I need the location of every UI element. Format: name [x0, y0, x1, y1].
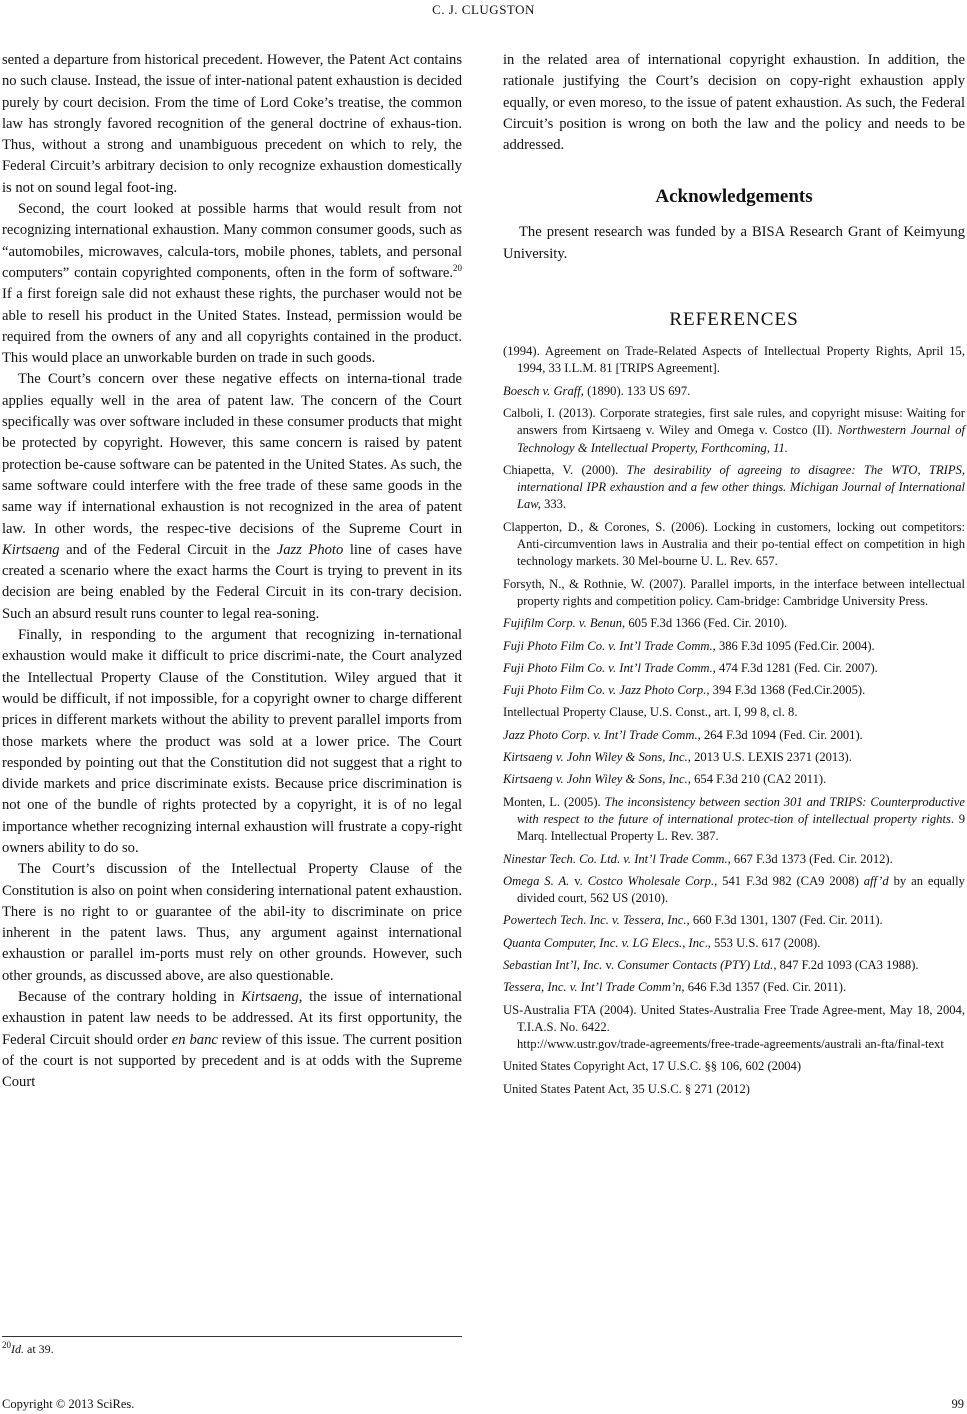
reference-item: Intellectual Property Clause, U.S. Const., art. I, 99 8, cl. 8.	[503, 705, 798, 720]
paragraph-2: Second, the court looked at possible harms that would result from not recognizing international exhaustion. Many common consumer goods, such as “automobiles, microwaves, calcula-tors, mobile phones, tablets, and personal computers” contain copyrighted components, often in the form of software.$^{20}$ If a first foreign sale did not exhaust these rights, the purchaser would not be able to resell his product in the United States. Instead, permission would be required from the owners of any and all copyrights contained in the product. This would place an unworkable burden on trade in such goods.	[2, 201, 462, 367]
copyright-notice: Copyright © 2013 SciRes.	[2, 1397, 135, 1411]
paragraph-continued: in the related area of international copyright exhaustion. In addition, the rationale justifying the Court’s decision on copy-right exhaustion apply equally, or even moreso, to the issue of patent exhaustion. As such, the Federal Circuit’s position is wrong on both the law and the policy and needs to be addressed.	[503, 52, 965, 154]
paragraph-5: The Court’s discussion of the Intellectual Property Clause of the Constitution is also on point when considering international patent exhaustion. There is no right to or guarantee of the abil-ity to discriminate on price inherent in the patent laws. Thus, any argument against international exhaustion or parallel im-ports must rely on other grounds. However, such other grounds, as discussed above, are also questionable.	[2, 861, 462, 984]
reference-item: Forsyth, N., & Rothnie, W. (2007). Parallel imports, in the interface between intellectual property rights and competition policy. Cam-bridge: Cambridge University Press.	[503, 576, 965, 608]
reference-item: (1994). Agreement on Trade-Related Aspects of Intellectual Property Rights, April 15, 1994, 33 I.L.M. 81 [TRIPS Agreement].	[503, 344, 965, 376]
reference-item: Powertech Tech. Inc. v. Tessera, Inc., 660 F.3d 1301, 1307 (Fed. Cir. 2011).	[503, 913, 883, 928]
reference-item: Quanta Computer, Inc. v. LG Elecs., Inc., 553 U.S. 617 (2008).	[503, 935, 821, 950]
reference-item: Fuji Photo Film Co. v. Int’l Trade Comm., 474 F.3d 1281 (Fed. Cir. 2007).	[503, 660, 878, 675]
reference-item: Tessera, Inc. v. Int’l Trade Comm’n, 646 F.3d 1357 (Fed. Cir. 2011).	[503, 980, 847, 995]
reference-item: US-Australia FTA (2004). United States-Australia Free Trade Agree-ment, May 18, 2004, T.I.A.S. No. 6422. http://www.ustr.gov/trade-agreements/free-trade-agreements/australi an-fta/final-text	[503, 1002, 965, 1054]
acknowledgements-text: The present research was funded by a BISA Research Grant of Keimyung University.	[503, 224, 965, 262]
reference-item: Ninestar Tech. Co. Ltd. v. Int’l Trade Comm., 667 F.3d 1373 (Fed. Cir. 2012).	[503, 851, 893, 866]
right-column	[503, 50, 965, 1103]
paragraph-3: The Court’s concern over these negative effects on interna-tional trade applies equally well in the area of patent law. The concern of the Court specifically was over software included in these consumer products that might be protected by copyright. However, this same concern is raised by patent protection be-cause software can be patented in the United States. As such, the same software could interfere with the free trade of these same goods in the same way if international exhaustion is not recognized in the area of patent law. In other words, the respec-tive decisions of the Supreme Court in Kirtsaeng and of the Federal Circuit in the Jazz Photo line of cases have created a scenario where the exact harms the Court is trying to prevent in its decision are being enabled by the Federal Circuit in its con-trary decision. Such an absurd result runs counter to legal rea-soning.	[2, 371, 462, 622]
acknowledgements-heading: Acknowledgements	[655, 186, 813, 208]
paragraph-6: Because of the contrary holding in Kirtsaeng, the issue of international exhaustion in patent law needs to be addressed. At its first opportunity, the Federal Circuit should order en banc review of this issue. The current position of the court is not supported by precedent and is at odds with the Supreme Court	[2, 989, 463, 1091]
paragraph-4: Finally, in responding to the argument that recognizing in-ternational exhaustion would make it difficult to price discrimi-nate, the Court analyzed the Intellectual Property Clause of the Constitution. Wiley argued that it would be difficult, if not impossible, for a copyright owner to charge different prices in different markets without the ability to prevent parallel imports from those markets where the product was sold at a lower price. The Court responded by pointing out that the Constitution did not suggest that a right to divide markets and price discriminate exists. Because price discrimination is not one of the bundle of rights protected by a copyright, it is of no legal importance whether recognizing internal exhaustion will frustrate a copy-right owners ability to do so.	[2, 627, 462, 856]
footnote-20: $^{20}$Id. at 39.	[2, 1340, 54, 1356]
reference-item: Chiapetta, V. (2000). The desirability of agreeing to disagree: The WTO, TRIPS, international IPR exhaustion and a few other things. Michigan Journal of International Law, 333.	[503, 462, 965, 512]
reference-item: Fuji Photo Film Co. v. Int’l Trade Comm., 386 F.3d 1095 (Fed.Cir. 2004).	[503, 638, 875, 653]
reference-item: Jazz Photo Corp. v. Int’l Trade Comm., 264 F.3d 1094 (Fed. Cir. 2001).	[503, 727, 863, 742]
reference-url-link[interactable]: http://www.ustr.gov/trade-agreements/free-trade-agreements/australi an-fta/final-text	[517, 1037, 944, 1052]
reference-item: Sebastian Int’l, Inc. v. Consumer Contacts (PTY) Ltd., 847 F.2d 1093 (CA3 1988).	[503, 957, 919, 972]
references-heading: REFERENCES	[669, 309, 799, 331]
footnote-ref-20[interactable]: 20	[453, 263, 462, 274]
reference-item: Kirtsaeng v. John Wiley & Sons, Inc., 2013 U.S. LEXIS 2371 (2013).	[503, 750, 852, 765]
reference-list	[503, 343, 965, 1098]
reference-item: Kirtsaeng v. John Wiley & Sons, Inc., 654 F.3d 210 (CA2 2011).	[503, 772, 827, 787]
reference-item: United States Patent Act, 35 U.S.C. § 271 (2012)	[503, 1081, 750, 1096]
reference-item: Omega S. A. v. Costco Wholesale Corp., 541 F.3d 982 (CA9 2008) aff’d by an equally divided court, 562 US (2010).	[503, 873, 965, 906]
reference-item: Monten, L. (2005). The inconsistency between section 301 and TRIPS: Counterproductive with respect to the future of international protec-tion of intellectual property rights. 9 Marq. Intellectual Property L. Rev. 387.	[503, 794, 966, 844]
paragraph-1: sented a departure from historical precedent. However, the Patent Act contains no such clause. Instead, the issue of inter-national patent exhaustion is decided purely by court decision. From the time of Lord Coke’s treatise, the common law has strongly favored recognition of the general doctrine of exhaus-tion. Thus, without a strong and unambiguous precedent on which to rely, the Federal Circuit’s arbitrary decision to only recognize exhaustion domestically is not on sound legal foot-ing.	[2, 52, 462, 196]
reference-item: Boesch v. Graff, (1890). 133 US 697.	[503, 383, 691, 398]
reference-item: United States Copyright Act, 17 U.S.C. §§ 106, 602 (2004)	[503, 1059, 802, 1074]
page-number: 99	[951, 1397, 964, 1411]
reference-item: Fuji Photo Film Co. v. Jazz Photo Corp., 394 F.3d 1368 (Fed.Cir.2005).	[503, 683, 866, 698]
reference-item: Fujifilm Corp. v. Benun, 605 F.3d 1366 (Fed. Cir. 2010).	[503, 616, 788, 631]
reference-item: Clapperton, D., & Corones, S. (2006). Locking in customers, locking out competitors: Anti-circumvention laws in Australia and their po-tential effect on competition in high technology markets. 30 Mel-bourne U. L. Rev. 657.	[503, 519, 965, 569]
footnote-divider	[2, 1336, 462, 1337]
left-column	[2, 50, 462, 1094]
running-head: C. J. CLUGSTON	[432, 2, 535, 17]
reference-item: Calboli, I. (2013). Corporate strategies, first sale rules, and copyright misuse: Waiting for answers from Kirtsaeng v. Wiley and Omega v. Costco (II). Northwestern Journal of Technology & Intellectual Property, Forthcoming, 11.	[503, 405, 965, 455]
